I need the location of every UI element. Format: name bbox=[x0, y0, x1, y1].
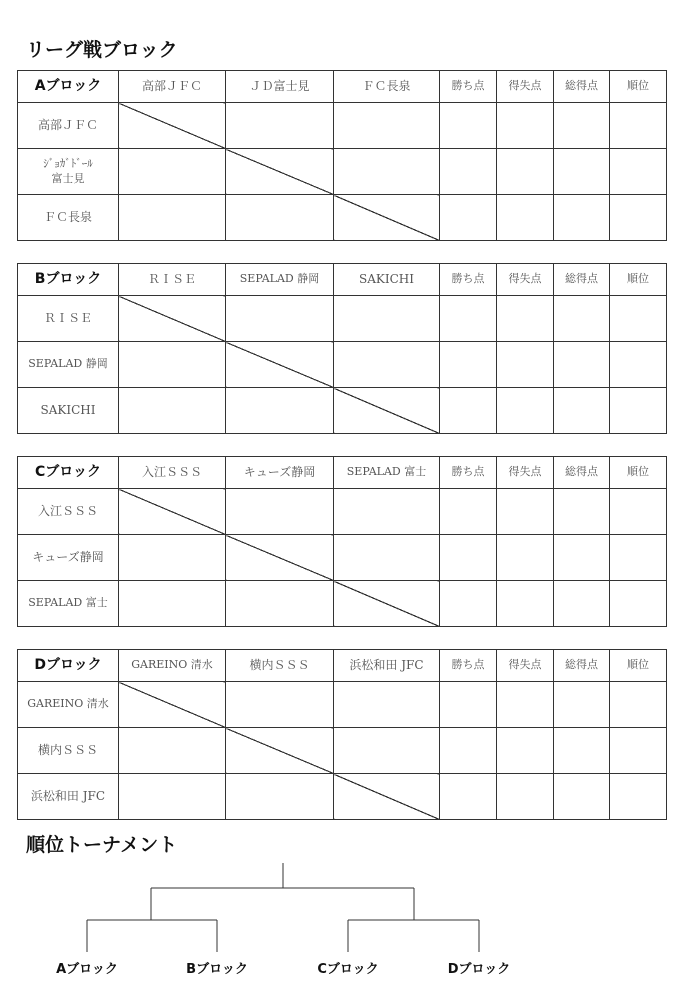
block-c-table bbox=[17, 456, 667, 627]
block-a-score-cell bbox=[226, 195, 334, 241]
block-c-stat-cell bbox=[440, 489, 497, 535]
block-a-table bbox=[17, 70, 667, 241]
block-b-stat-header-1: 勝ち点 bbox=[440, 264, 497, 296]
block-a-stat-header-1: 勝ち点 bbox=[440, 71, 497, 103]
block-b-stat-cell bbox=[497, 388, 554, 434]
block-c-score-cell bbox=[226, 489, 334, 535]
block-d-score-cell bbox=[119, 774, 226, 820]
block-b-row-2 bbox=[18, 342, 667, 388]
block-a-stat-cell bbox=[440, 103, 497, 149]
block-b-stat-cell bbox=[440, 388, 497, 434]
block-b-row-team-3 bbox=[18, 388, 119, 434]
block-d-score-cell bbox=[334, 728, 440, 774]
block-c-stat-cell bbox=[497, 489, 554, 535]
block-c-score-cell bbox=[334, 489, 440, 535]
block-a-diagonal-cell bbox=[226, 149, 334, 195]
block-c-diagonal-cell bbox=[119, 489, 226, 535]
block-b-table bbox=[17, 263, 667, 434]
block-a-stat-header-4: 順位 bbox=[610, 71, 667, 103]
block-a-stat-cell bbox=[497, 149, 554, 195]
block-c-stat-cell bbox=[497, 581, 554, 627]
block-b-stat-cell bbox=[554, 296, 610, 342]
block-a-stat-cell bbox=[440, 195, 497, 241]
block-d-stat-cell bbox=[610, 682, 667, 728]
block-d-header-team-3: 浜松和田 JFC bbox=[334, 650, 440, 682]
tournament-bracket bbox=[0, 860, 687, 960]
block-d-diagonal-cell bbox=[226, 728, 334, 774]
block-b-score-cell bbox=[119, 342, 226, 388]
block-b-score-cell bbox=[226, 388, 334, 434]
block-c-row-team-1 bbox=[18, 489, 119, 535]
block-b-row-3 bbox=[18, 388, 667, 434]
block-d-row-2 bbox=[18, 728, 667, 774]
tournament-title: 順位トーナメント bbox=[26, 834, 178, 856]
block-c-stat-cell bbox=[554, 489, 610, 535]
block-a-stat-cell bbox=[440, 149, 497, 195]
block-c-row-2 bbox=[18, 535, 667, 581]
block-b-stat-header-3: 総得点 bbox=[554, 264, 610, 296]
tournament-label-c: Cブロック bbox=[317, 962, 379, 977]
block-c-stat-header-4: 順位 bbox=[610, 457, 667, 489]
block-d-row-team-2-line-1: 横内ＳＳＳ bbox=[37, 743, 98, 758]
block-b-header-row bbox=[18, 264, 667, 296]
block-c-diagonal-cell bbox=[226, 535, 334, 581]
block-c-row-1 bbox=[18, 489, 667, 535]
block-a-row-team-2 bbox=[18, 149, 119, 195]
block-d-row-1 bbox=[18, 682, 667, 728]
block-d-header-team-1: GAREINO 清水 bbox=[119, 650, 226, 682]
block-c-row-team-2 bbox=[18, 535, 119, 581]
block-c-stat-header-1: 勝ち点 bbox=[440, 457, 497, 489]
block-d-stat-cell bbox=[497, 728, 554, 774]
block-a-score-cell bbox=[226, 103, 334, 149]
block-d-stat-cell bbox=[610, 728, 667, 774]
block-d-score-cell bbox=[226, 774, 334, 820]
block-b-stat-header-2: 得失点 bbox=[497, 264, 554, 296]
block-d-row-team-1 bbox=[18, 682, 119, 728]
block-c-row-team-1-line-1: 入江ＳＳＳ bbox=[37, 504, 98, 519]
block-a-name: Aブロック bbox=[18, 71, 119, 103]
block-d-stat-header-1: 勝ち点 bbox=[440, 650, 497, 682]
block-d-stat-cell bbox=[610, 774, 667, 820]
block-a-stat-cell bbox=[554, 149, 610, 195]
block-d-diagonal-cell bbox=[334, 774, 440, 820]
block-b-row-team-2 bbox=[18, 342, 119, 388]
block-c-header-team-2: キューズ静岡 bbox=[226, 457, 334, 489]
block-a-row-team-3 bbox=[18, 195, 119, 241]
tournament-label-b: Bブロック bbox=[186, 962, 248, 977]
block-b-stat-cell bbox=[610, 388, 667, 434]
block-a-stat-cell bbox=[497, 195, 554, 241]
block-b-diagonal-cell bbox=[226, 342, 334, 388]
block-c-header-row bbox=[18, 457, 667, 489]
block-a-stat-cell bbox=[610, 103, 667, 149]
block-b-stat-cell bbox=[554, 342, 610, 388]
block-a-score-cell bbox=[119, 195, 226, 241]
block-a-row-team-1-line-1: 高部ＪＦＣ bbox=[37, 118, 98, 133]
block-c-score-cell bbox=[119, 535, 226, 581]
block-d-table bbox=[17, 649, 667, 820]
block-d-header-team-2: 横内ＳＳＳ bbox=[226, 650, 334, 682]
block-a-header-row bbox=[18, 71, 667, 103]
tournament-label-a: Aブロック bbox=[56, 962, 118, 977]
block-b-stat-cell bbox=[497, 296, 554, 342]
block-d-row-team-3-line-1: 浜松和田 JFC bbox=[30, 789, 106, 804]
block-a-score-cell bbox=[334, 149, 440, 195]
block-d-score-cell bbox=[119, 728, 226, 774]
block-b-score-cell bbox=[119, 388, 226, 434]
block-b-score-cell bbox=[226, 296, 334, 342]
block-b-header-team-1: ＲＩＳＥ bbox=[119, 264, 226, 296]
league-title: リーグ戦ブロック bbox=[26, 39, 178, 61]
block-a-stat-cell bbox=[554, 103, 610, 149]
block-d-row-3 bbox=[18, 774, 667, 820]
block-a-stat-cell bbox=[610, 149, 667, 195]
block-d-stat-header-3: 総得点 bbox=[554, 650, 610, 682]
block-d-stat-cell bbox=[440, 774, 497, 820]
block-b-stat-header-4: 順位 bbox=[610, 264, 667, 296]
block-a-header-team-1: 高部ＪＦＣ bbox=[119, 71, 226, 103]
block-d-stat-cell bbox=[497, 774, 554, 820]
block-b-header-team-2: SEPALAD 静岡 bbox=[226, 264, 334, 296]
block-c-row-team-3 bbox=[18, 581, 119, 627]
block-d-stat-cell bbox=[554, 682, 610, 728]
block-d-stat-cell bbox=[497, 682, 554, 728]
tournament-label-d: Dブロック bbox=[447, 962, 511, 977]
block-a-header-team-3: ＦＣ長泉 bbox=[334, 71, 440, 103]
block-d-name: Dブロック bbox=[18, 650, 119, 682]
block-c-stat-header-2: 得失点 bbox=[497, 457, 554, 489]
block-d-stat-header-4: 順位 bbox=[610, 650, 667, 682]
block-a-row-team-2-line-1: ｼﾞｮｶﾞﾄﾞｰﾙ bbox=[43, 156, 93, 170]
block-c-stat-cell bbox=[610, 581, 667, 627]
block-d-stat-cell bbox=[440, 682, 497, 728]
block-a-header-team-2: ＪＤ富士見 bbox=[226, 71, 334, 103]
block-b-stat-cell bbox=[610, 296, 667, 342]
block-a-stat-header-3: 総得点 bbox=[554, 71, 610, 103]
block-d-row-team-3 bbox=[18, 774, 119, 820]
block-b-row-team-1 bbox=[18, 296, 119, 342]
block-a-stat-cell bbox=[497, 103, 554, 149]
block-a-score-cell bbox=[119, 149, 226, 195]
block-b-diagonal-cell bbox=[334, 388, 440, 434]
block-c-stat-cell bbox=[440, 535, 497, 581]
block-b-row-team-2-line-1: SEPALAD 静岡 bbox=[28, 357, 108, 371]
block-a-row-2 bbox=[18, 149, 667, 195]
block-c-stat-cell bbox=[610, 489, 667, 535]
block-c-stat-cell bbox=[440, 581, 497, 627]
block-a-row-1 bbox=[18, 103, 667, 149]
block-a-diagonal-cell bbox=[119, 103, 226, 149]
block-c-stat-cell bbox=[610, 535, 667, 581]
block-d-stat-cell bbox=[554, 728, 610, 774]
block-c-row-team-2-line-1: キューズ静岡 bbox=[32, 550, 104, 565]
block-b-name: Bブロック bbox=[18, 264, 119, 296]
block-a-stat-cell bbox=[554, 195, 610, 241]
block-d-stat-cell bbox=[440, 728, 497, 774]
block-d-diagonal-cell bbox=[119, 682, 226, 728]
block-a-stat-header-2: 得失点 bbox=[497, 71, 554, 103]
block-b-score-cell bbox=[334, 342, 440, 388]
block-a-row-3 bbox=[18, 195, 667, 241]
block-a-stat-cell bbox=[610, 195, 667, 241]
block-c-score-cell bbox=[226, 581, 334, 627]
block-b-diagonal-cell bbox=[119, 296, 226, 342]
block-b-stat-cell bbox=[610, 342, 667, 388]
block-b-row-1 bbox=[18, 296, 667, 342]
block-d-header-row bbox=[18, 650, 667, 682]
block-c-stat-cell bbox=[554, 581, 610, 627]
block-c-score-cell bbox=[334, 535, 440, 581]
block-b-stat-cell bbox=[497, 342, 554, 388]
block-c-stat-cell bbox=[497, 535, 554, 581]
block-c-header-team-1: 入江ＳＳＳ bbox=[119, 457, 226, 489]
block-c-score-cell bbox=[119, 581, 226, 627]
block-a-diagonal-cell bbox=[334, 195, 440, 241]
block-a-score-cell bbox=[334, 103, 440, 149]
block-c-row-3 bbox=[18, 581, 667, 627]
block-d-row-team-1-line-1: GAREINO 清水 bbox=[27, 697, 109, 711]
block-a-row-team-2-line-2: 富士見 bbox=[51, 171, 85, 185]
block-b-stat-cell bbox=[440, 342, 497, 388]
block-c-stat-cell bbox=[554, 535, 610, 581]
block-d-stat-header-2: 得失点 bbox=[497, 650, 554, 682]
block-b-stat-cell bbox=[554, 388, 610, 434]
block-b-score-cell bbox=[334, 296, 440, 342]
block-a-row-team-1 bbox=[18, 103, 119, 149]
block-c-row-team-3-line-1: SEPALAD 富士 bbox=[28, 596, 108, 610]
block-b-row-team-1-line-1: ＲＩＳＥ bbox=[43, 311, 92, 326]
block-b-header-team-3: SAKICHI bbox=[334, 264, 440, 296]
block-d-stat-cell bbox=[554, 774, 610, 820]
block-a-row-team-3-line-1: ＦＣ長泉 bbox=[43, 210, 92, 225]
block-b-stat-cell bbox=[440, 296, 497, 342]
block-b-row-team-3-line-1: SAKICHI bbox=[40, 403, 96, 418]
block-d-score-cell bbox=[334, 682, 440, 728]
block-d-score-cell bbox=[226, 682, 334, 728]
block-c-stat-header-3: 総得点 bbox=[554, 457, 610, 489]
block-c-diagonal-cell bbox=[334, 581, 440, 627]
block-c-header-team-3: SEPALAD 富士 bbox=[334, 457, 440, 489]
block-d-row-team-2 bbox=[18, 728, 119, 774]
block-c-name: Cブロック bbox=[18, 457, 119, 489]
